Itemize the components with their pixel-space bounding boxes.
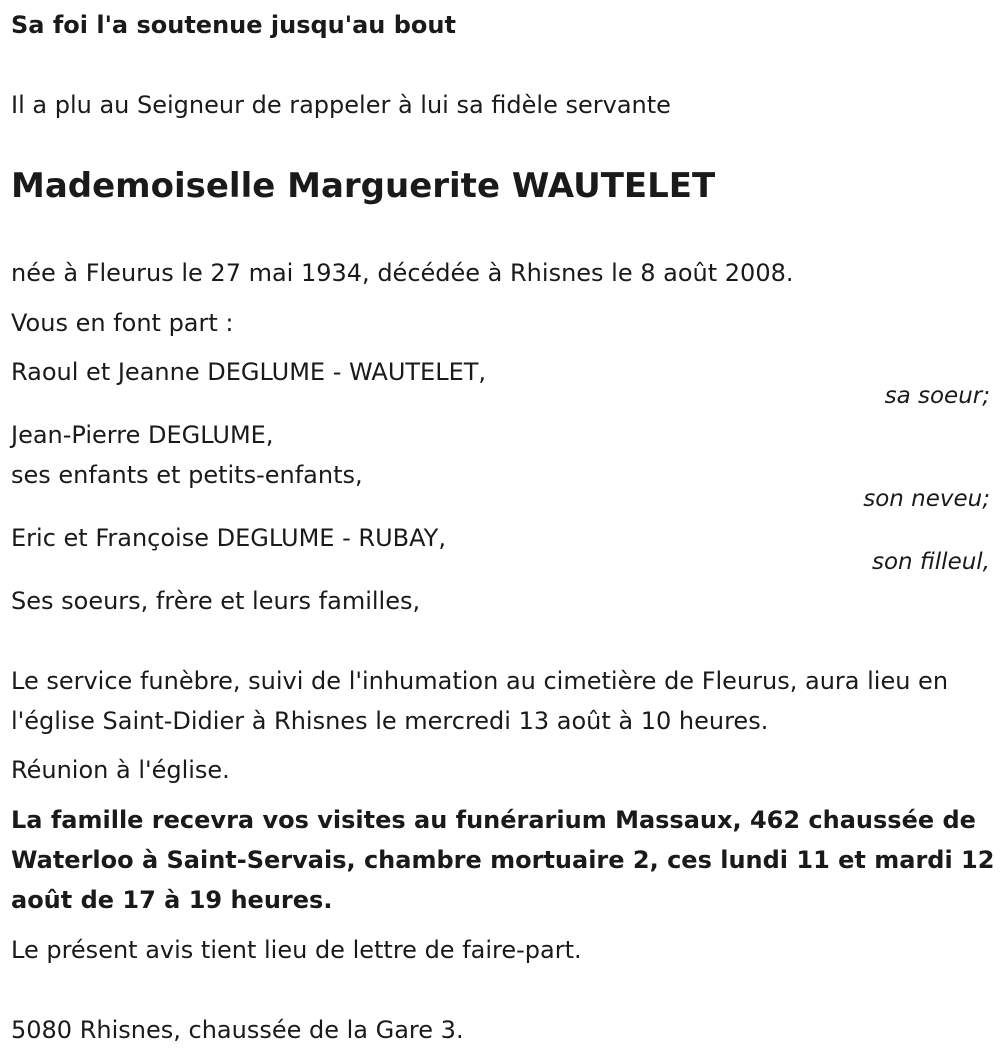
meeting-text: Réunion à l'église. [11, 756, 230, 784]
service-text: Le service funèbre, suivi de l'inhumation au cimetière de Fleurus, aura lieu en l'église Saint-Didier à Rhisnes le mercredi 13 août à 10 heures. [11, 667, 949, 735]
visits-text: La famille recevra vos visites au funérarium Massaux, 462 chaussée de Waterloo à Saint-Servais, chambre mortuaire 2, ces lundi 11 et mardi 12 août de 17 à 19 heures. [11, 806, 995, 914]
birth-death-text: née à Fleurus le 27 mai 1934, décédée à Rhisnes le 8 août 2008. [11, 259, 794, 287]
relative-names: Raoul et Jeanne DEGLUME - WAUTELET, [11, 358, 487, 386]
announce-text: Vous en font part : [11, 309, 234, 337]
deceased-name: Mademoiselle Marguerite WAUTELET [11, 166, 716, 206]
relative-relation: son filleul, [871, 549, 990, 575]
intro-text: Il a plu au Seigneur de rappeler à lui sa fidèle servante [11, 91, 671, 119]
notice-text: Le présent avis tient lieu de lettre de faire-part. [11, 936, 582, 964]
relative-relation: son neveu; [863, 486, 990, 512]
motto: Sa foi l'a soutenue jusqu'au bout [11, 11, 456, 39]
relative-names-continued: ses enfants et petits-enfants, [11, 461, 363, 489]
relative-names: Eric et Françoise DEGLUME - RUBAY, [11, 524, 446, 552]
relative-names: Jean-Pierre DEGLUME, [11, 421, 274, 449]
relative-relation: sa soeur; [884, 383, 990, 409]
address-text: 5080 Rhisnes, chaussée de la Gare 3. [11, 1016, 464, 1044]
relative-names: Ses soeurs, frère et leurs familles, [11, 587, 421, 615]
